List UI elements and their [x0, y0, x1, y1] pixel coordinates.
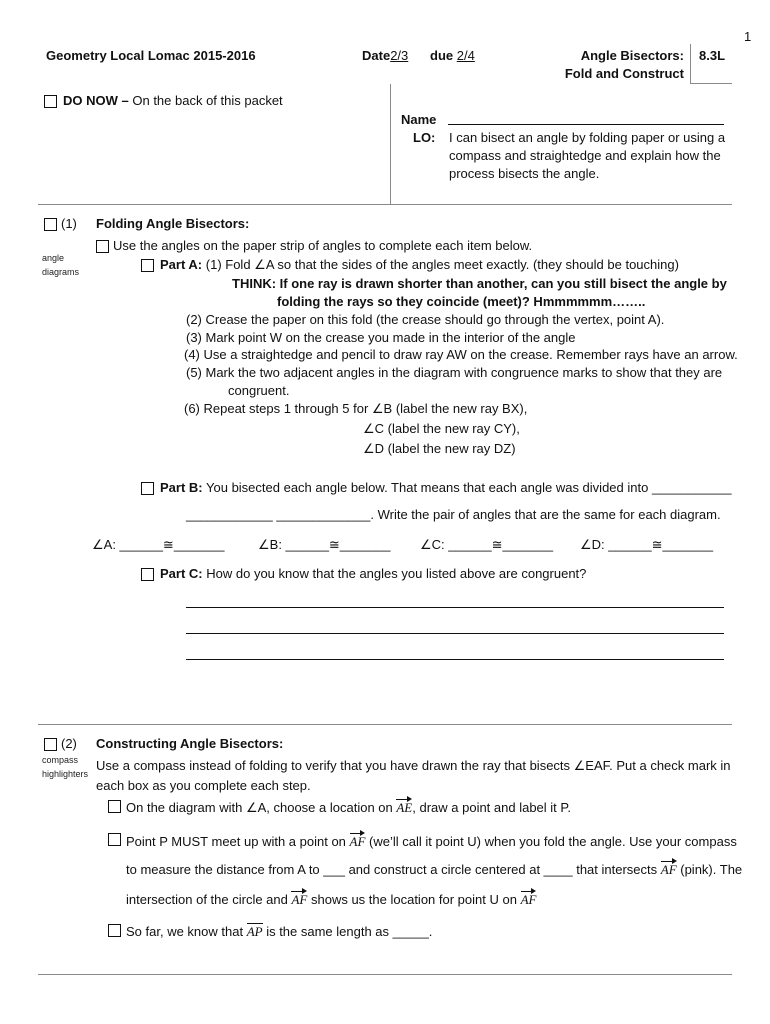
step-3: (3) Mark point W on the crease you made in the interior of the angle [186, 330, 576, 345]
construct-step1-post: , draw a point and label it P. [412, 800, 572, 815]
construct-step2-line-2 [126, 860, 742, 878]
section2-note-1: compass [42, 755, 79, 765]
topic-line-1: Angle Bisectors: [580, 48, 684, 63]
angle-pair-b[interactable] [258, 537, 390, 553]
section1-checkbox[interactable] [44, 218, 57, 231]
angle-symbol-b: ∠ [371, 401, 384, 416]
section2-number: (2) [61, 736, 77, 751]
date-field [362, 48, 408, 63]
partC-text: How do you know that the angles you listed above are congruent? [206, 566, 587, 581]
segment-ap: AP [246, 924, 263, 939]
section2-intro-2: each box as you complete each step. [96, 778, 311, 793]
do-now-text: On the back of this packet [132, 93, 283, 108]
angle-symbol-d: ∠ [363, 441, 375, 456]
partC-label: Part C: [160, 566, 203, 581]
angle-pair-c[interactable] [420, 537, 553, 553]
step-5-line-2: congruent. [228, 383, 290, 398]
do-now [63, 93, 283, 108]
construct-step2-line3-pre: intersection of the circle and [126, 892, 292, 907]
construct-step2-line2-post: (pink). The [676, 862, 743, 877]
construct-step3-post: is the same length as _____. [262, 924, 433, 939]
do-now-checkbox[interactable] [44, 95, 57, 108]
think-line-1: THINK: If one ray is drawn shorter than another, can you still bisect the angle by [232, 276, 727, 291]
partC-checkbox[interactable] [141, 568, 154, 581]
angle-pair-a[interactable] [92, 537, 224, 553]
step-6-c-text: C (label the new ray CY), [374, 421, 520, 436]
ray-af: AF [349, 834, 366, 849]
partC-answer-line-1[interactable] [186, 607, 724, 608]
partA-label: Part A: [160, 257, 203, 272]
step-6-d [363, 441, 516, 457]
construct-step2-pre: Point P MUST meet up with a point on [126, 834, 350, 849]
course-title: Geometry Local Lomac 2015-2016 [46, 48, 256, 63]
partB-text: You bisected each angle below. That means that each angle was divided into ___________ [206, 480, 732, 495]
due-value: 2/4 [456, 48, 475, 63]
ray-ae: AE [396, 800, 413, 815]
partC-answer-line-3[interactable] [186, 659, 724, 660]
intro-checkbox[interactable] [96, 240, 109, 253]
partA-step1-pre: (1) Fold [205, 257, 255, 272]
lesson-code: 8.3L [699, 48, 726, 63]
section1-note-2: diagrams [42, 267, 80, 277]
partB-line-1 [160, 480, 731, 495]
construct-step1-pre: On the diagram with ∠A, choose a location on [126, 800, 397, 815]
due-field [430, 48, 475, 63]
section-divider-1 [38, 204, 732, 205]
construct-step2-checkbox[interactable] [108, 833, 121, 846]
lo-line-2: compass and straightedge and explain how the [449, 148, 721, 163]
think-line-2: folding the rays so they coincide (meet)? Hmmmmmm…….. [277, 294, 646, 309]
construct-step3-pre: So far, we know that [126, 924, 247, 939]
angle-symbol-pair-c: ∠ [420, 537, 432, 552]
step-4: (4) Use a straightedge and pencil to draw ray AW on the crease. Remember rays have an arrow. [184, 347, 738, 362]
lo-line-3: process bisects the angle. [449, 166, 600, 181]
section-divider-2 [38, 724, 732, 725]
angle-pair-b-text: B: ______≅_______ [269, 537, 391, 552]
partB-line-2 [186, 507, 721, 522]
construct-step2-line2-pre: to measure the distance from A to ___ and construct a circle centered at ____ that intersects [126, 862, 661, 877]
date-label: Date [362, 48, 391, 63]
partC-answer-line-2[interactable] [186, 633, 724, 634]
partB-checkbox[interactable] [141, 482, 154, 495]
name-field[interactable] [448, 124, 724, 125]
do-now-label: DO NOW – [63, 93, 129, 108]
angle-symbol-pair-a: ∠ [92, 537, 104, 552]
date-value: 2/3 [390, 48, 409, 63]
angle-pair-c-text: C: ______≅_______ [431, 537, 554, 552]
partC-line [160, 566, 586, 581]
construct-step2-line-1 [126, 832, 737, 850]
section2-intro-1: Use a compass instead of folding to verify that you have drawn the ray that bisects ∠EAF. Put a check mark in [96, 758, 731, 773]
angle-symbol-a: ∠ [254, 257, 266, 272]
construct-step2-line-3 [126, 890, 536, 908]
construct-step3-checkbox[interactable] [108, 924, 121, 937]
header-divider [390, 84, 391, 204]
step-6-d-text: D (label the new ray DZ) [374, 441, 516, 456]
due-label: due [430, 48, 454, 63]
section2-note-2: highlighters [42, 769, 89, 779]
angle-symbol-c: ∠ [363, 421, 375, 436]
section1-intro: Use the angles on the paper strip of angles to complete each item below. [113, 238, 533, 253]
step-6-b [184, 401, 527, 417]
angle-symbol-pair-b: ∠ [258, 537, 270, 552]
section2-checkbox[interactable] [44, 738, 57, 751]
angle-pair-d-text: D: ______≅_______ [591, 537, 714, 552]
angle-pair-a-text: A: ______≅_______ [103, 537, 225, 552]
lesson-box-divider [690, 44, 691, 84]
section1-note-1: angle [42, 253, 65, 263]
construct-step2-post: (we’ll call it point U) when you fold the angle. Use your compass [365, 834, 737, 849]
name-label: Name [401, 112, 437, 127]
lo-line-1: I can bisect an angle by folding paper or using a [449, 130, 726, 145]
section1-number: (1) [61, 216, 77, 231]
construct-step3 [126, 922, 432, 940]
angle-pair-d[interactable] [580, 537, 713, 553]
lo-label: LO: [413, 130, 436, 145]
construct-step2-line3-mid: shows us the location for point U on [307, 892, 521, 907]
topic-line-2: Fold and Construct [564, 66, 684, 81]
partA-step1 [160, 257, 679, 273]
partA-step1-post: A so that the sides of the angles meet exactly. (they should be touching) [265, 257, 679, 272]
partB-text-2: Write the pair of angles that are the same for each diagram. [373, 507, 721, 522]
partB-blanks[interactable]: ____________ _____________. [186, 507, 374, 522]
ray-af-2: AF [660, 862, 677, 877]
construct-step1 [126, 798, 571, 816]
ray-af-4: AF [520, 892, 537, 907]
page-number: 1 [744, 29, 752, 44]
construct-step1-checkbox[interactable] [108, 800, 121, 813]
section-divider-3 [38, 974, 732, 975]
step-6-c [363, 421, 520, 437]
lesson-box-bottom [690, 83, 732, 84]
ray-af-3: AF [291, 892, 308, 907]
section2-title: Constructing Angle Bisectors: [96, 736, 284, 751]
partB-label: Part B: [160, 480, 203, 495]
partA-checkbox[interactable] [141, 259, 154, 272]
step-5-line-1: (5) Mark the two adjacent angles in the diagram with congruence marks to show that they are [186, 365, 723, 380]
step-6-b-text: B (label the new ray BX), [383, 401, 528, 416]
angle-symbol-pair-d: ∠ [580, 537, 592, 552]
section1-title: Folding Angle Bisectors: [96, 216, 250, 231]
step-6-pre: (6) Repeat steps 1 through 5 for [184, 401, 372, 416]
step-2: (2) Crease the paper on this fold (the crease should go through the vertex, point A). [186, 312, 665, 327]
